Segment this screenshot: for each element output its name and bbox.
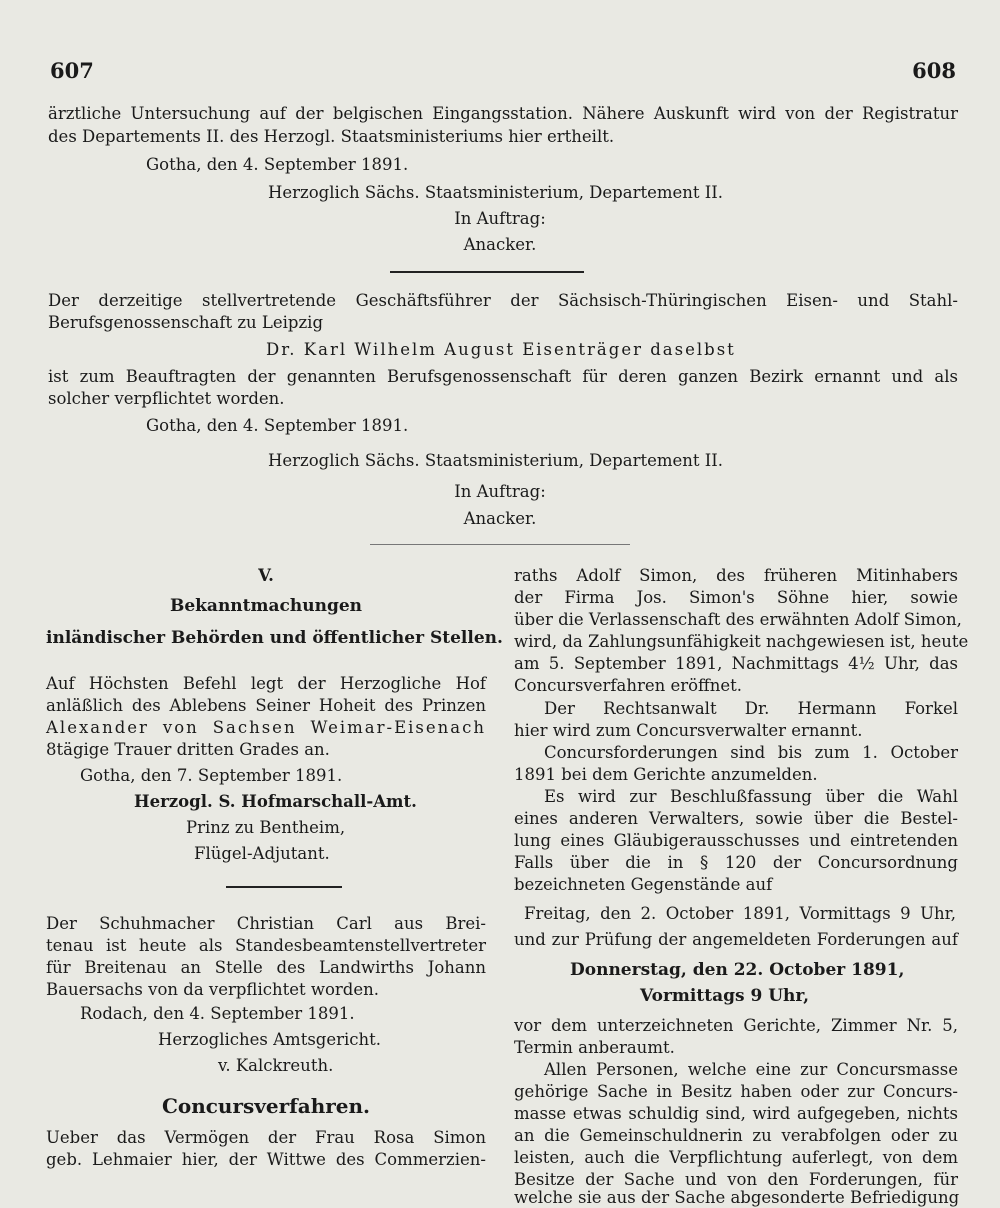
schuh-line-4: Bauersachs von da verpflichtet worden.: [46, 980, 379, 999]
trauer-sign-1: Prinz zu Bentheim,: [186, 818, 346, 837]
right-p2-line-1: Der Rechtsanwalt Dr. Hermann Forkel: [544, 699, 958, 718]
second-notice-signer: Anacker.: [463, 509, 537, 528]
termin-2b: Vormittags 9 Uhr,: [640, 986, 810, 1006]
right-p7-line-3: masse etwas schuldig sind, wird aufgegeben, nichts: [514, 1104, 958, 1123]
right-p4-line-3: lung eines Gläubigerausschusses und eintretenden: [514, 831, 958, 850]
schuh-date: Rodach, den 4. September 1891.: [80, 1004, 355, 1023]
schuh-line-1: Der Schuhmacher Christian Carl aus Brei-: [46, 914, 486, 933]
right-p2-line-2: hier wird zum Concursverwalter ernannt.: [514, 721, 863, 740]
concurs-heading: Concursverfahren.: [161, 1094, 371, 1118]
termin-1: Freitag, den 2. October 1891, Vormittags 9 Uhr,: [524, 904, 956, 923]
trauer-sign-2: Flügel-Adjutant.: [194, 844, 330, 863]
schuh-sign: v. Kalckreuth.: [218, 1056, 334, 1075]
second-notice-line-2: Berufsgenossenschaft zu Leipzig: [48, 313, 324, 332]
section-heading-1: Bekanntmachungen: [169, 596, 363, 616]
page-number-right: 608: [912, 58, 956, 83]
termin-2a: Donnerstag, den 22. October 1891,: [570, 960, 905, 980]
right-p4-line-4: Falls über die in § 120 der Concursordnung: [514, 853, 958, 872]
right-p7-line-5: leisten, auch die Verpflichtung auferlegt, von dem: [514, 1148, 958, 1167]
left-divider-rule: [226, 886, 342, 888]
schuh-line-3: für Breitenau an Stelle des Landwirths Johann: [46, 958, 486, 977]
top-notice-line-2: des Departements II. des Herzogl. Staatsministeriums hier ertheilt.: [48, 127, 615, 146]
trauer-date: Gotha, den 7. September 1891.: [80, 766, 343, 785]
schuh-line-2: tenau ist heute als Standesbeamtenstellvertreter: [46, 936, 486, 955]
right-p1-line-2: der Firma Jos. Simon's Söhne hier, sowie: [514, 588, 958, 607]
second-notice-inauftrag: In Auftrag:: [454, 482, 546, 501]
trauer-line-1: Auf Höchsten Befehl legt der Herzogliche Hof: [46, 674, 486, 693]
right-p1-line-1: raths Adolf Simon, des früheren Mitinhabers: [514, 566, 958, 585]
second-notice-line-4: solcher verpflichtet worden.: [48, 389, 285, 408]
second-notice-date: Gotha, den 4. September 1891.: [146, 416, 409, 435]
trauer-line-3: Alexander von Sachsen Weimar-Eisenach: [46, 718, 486, 737]
right-p1-line-5: am 5. September 1891, Nachmittags 4½ Uhr, das: [514, 654, 958, 673]
right-p7-line-4: an die Gemeinschuldnerin zu verabfolgen oder zu: [514, 1126, 958, 1145]
right-p7-line-6: Besitze der Sache und von den Forderungen, für: [514, 1170, 958, 1189]
top-notice-date: Gotha, den 4. September 1891.: [146, 155, 409, 174]
concurs-line-1: Ueber das Vermögen der Frau Rosa Simon: [46, 1128, 486, 1147]
page-number-left: 607: [50, 58, 94, 83]
right-p7-line-1: Allen Personen, welche eine zur Concursmasse: [544, 1060, 958, 1079]
right-p7-line-7: welche sie aus der Sache abgesonderte Befriedigung: [514, 1188, 960, 1207]
second-notice-line-3: ist zum Beauftragten der genannten Berufsgenossenschaft für deren ganzen Bezirk ernannt und als: [48, 367, 958, 386]
second-notice-name: Dr. Karl Wilhelm August Eisenträger daselbst: [266, 340, 736, 359]
right-p5: und zur Prüfung der angemeldeten Forderungen auf: [514, 930, 958, 949]
right-p3-line-1: Concursforderungen sind bis zum 1. October: [544, 743, 958, 762]
right-p7-line-2: gehörige Sache in Besitz haben oder zur Concurs-: [514, 1082, 958, 1101]
trauer-line-4: 8tägige Trauer dritten Grades an.: [46, 740, 330, 759]
right-p1-line-3: über die Verlassenschaft des erwähnten Adolf Simon,: [514, 610, 962, 629]
section-heading-2: inländischer Behörden und öffentlicher Stellen.: [46, 628, 503, 648]
second-notice-authority: Herzoglich Sächs. Staatsministerium, Departement II.: [268, 451, 724, 470]
concurs-line-2: geb. Lehmaier hier, der Wittwe des Commerzien-: [46, 1150, 486, 1169]
right-p1-line-4: wird, da Zahlungsunfähigkeit nachgewiesen ist, heute: [514, 632, 969, 651]
top-notice-line-1: ärztliche Untersuchung auf der belgischen Eingangsstation. Nähere Auskunft wird von der Registratur: [48, 104, 958, 123]
top-notice-signer: Anacker.: [463, 235, 537, 254]
divider-rule: [390, 271, 584, 273]
faint-rule: [370, 544, 630, 545]
top-notice-authority: Herzoglich Sächs. Staatsministerium, Departement II.: [268, 183, 724, 202]
trauer-line-2: anläßlich des Ablebens Seiner Hoheit des Prinzen: [46, 696, 486, 715]
right-p4-line-2: eines anderen Verwalters, sowie über die Bestel-: [514, 809, 958, 828]
right-p3-line-2: 1891 bei dem Gerichte anzumelden.: [514, 765, 818, 784]
schuh-authority: Herzogliches Amtsgericht.: [158, 1030, 382, 1049]
right-p6-line-2: Termin anberaumt.: [514, 1038, 675, 1057]
right-p6-line-1: vor dem unterzeichneten Gerichte, Zimmer Nr. 5,: [514, 1016, 958, 1035]
trauer-authority: Herzogl. S. Hofmarschall-Amt.: [134, 792, 417, 811]
right-p4-line-1: Es wird zur Beschlußfassung über die Wahl: [544, 787, 958, 806]
right-p1-line-6: Concursverfahren eröffnet.: [514, 676, 743, 695]
top-notice-inauftrag: In Auftrag:: [454, 209, 546, 228]
section-number: V.: [258, 566, 274, 585]
right-p4-line-5: bezeichneten Gegenstände auf: [514, 875, 773, 894]
second-notice-line-1: Der derzeitige stellvertretende Geschäftsführer der Sächsisch-Thüringischen Eisen- und Stahl-: [48, 291, 958, 310]
